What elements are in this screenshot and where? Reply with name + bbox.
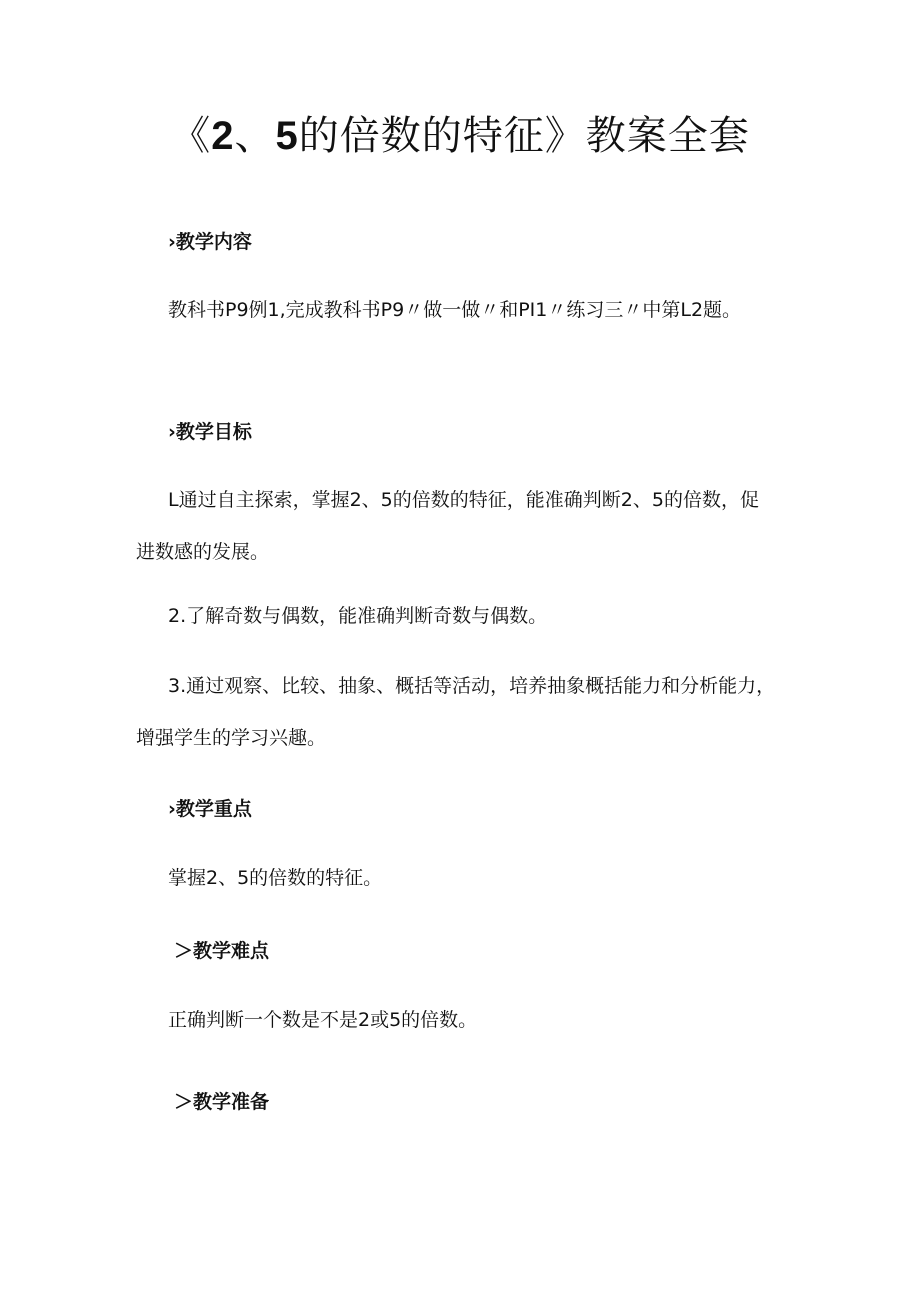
goal-item-1: L通过自主探索，掌握2、5的倍数的特征，能准确判断2、5的倍数，促进数感的发展。: [136, 489, 759, 563]
goal-item-2: 2.了解奇数与偶数，能准确判断奇数与偶数。: [168, 605, 548, 627]
heading-teaching-goals: ›教学目标: [168, 421, 252, 443]
paragraph-key-point: 掌握2、5的倍数的特征。: [168, 867, 383, 889]
title-open-bracket: 《: [170, 113, 212, 159]
document-title: [0, 108, 920, 164]
heading-key-point: ›教学重点: [168, 798, 252, 820]
title-number-5: 5: [275, 114, 299, 158]
title-rest: 的倍数的特征》教案全套: [298, 113, 750, 159]
heading-difficulty: ＞教学难点: [174, 940, 270, 962]
paragraph-teaching-content: 教科书P9例1,完成教科书P9〃做一做〃和PI1〃练习三〃中第L2题。: [168, 299, 742, 321]
title-number-2: 2: [211, 114, 235, 158]
heading-teaching-content: ›教学内容: [168, 231, 252, 253]
paragraph-difficulty: 正确判断一个数是不是2或5的倍数。: [168, 1009, 478, 1031]
goal-item-3: 3.通过观察、比较、抽象、概括等活动，培养抽象概括能力和分析能力，增强学生的学习兴趣。: [136, 675, 776, 749]
heading-preparation: ＞教学准备: [174, 1091, 270, 1113]
title-separator: 、: [234, 113, 276, 159]
